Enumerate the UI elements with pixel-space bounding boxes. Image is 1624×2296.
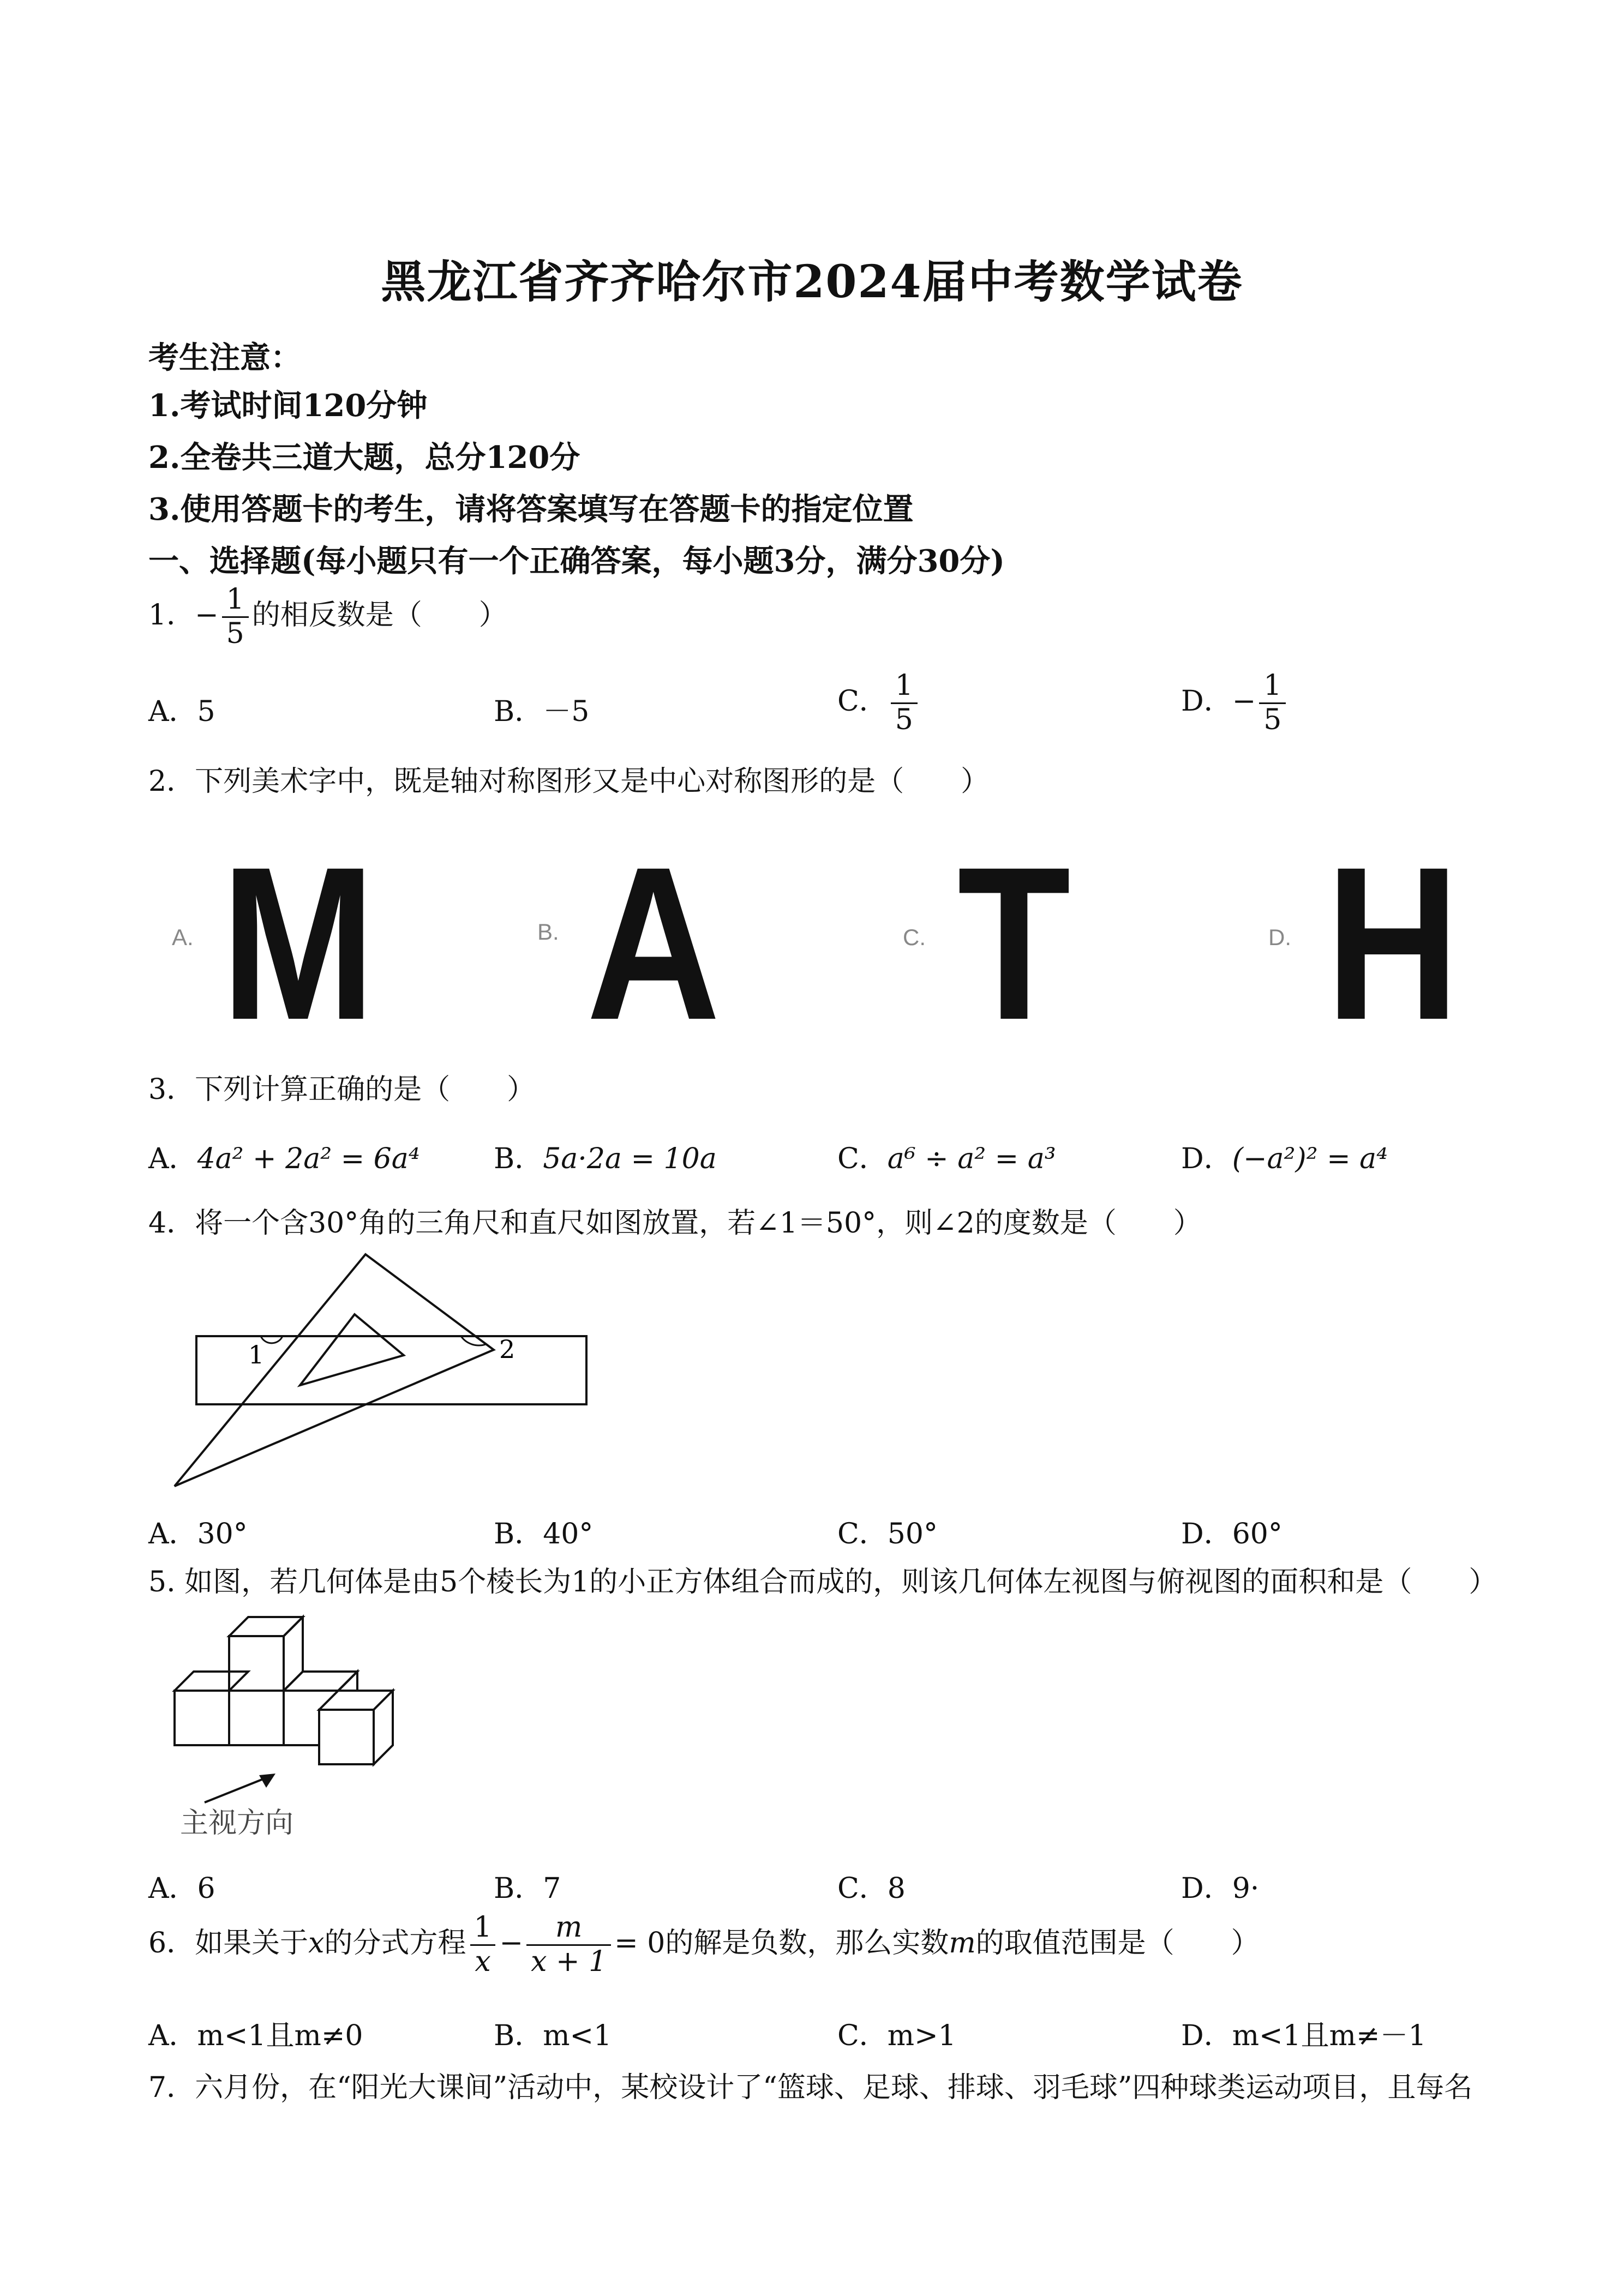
q2-letter-h: H: [1326, 821, 1460, 1065]
q6-text-mid: 的分式方程: [324, 1926, 466, 1960]
q3-a-expr: 4a² + 2a² = 6a⁴: [197, 1143, 420, 1175]
q1-option-a: A．5: [148, 695, 215, 728]
q6-text-before: 6．如果关于: [148, 1926, 309, 1960]
q4-triangle-outer: [175, 1254, 494, 1486]
q2-letter-t: T: [957, 821, 1071, 1065]
q3-b-expr: 5a·2a = 10a: [543, 1143, 717, 1175]
question-4: 4．将一个含30°角的三角尺和直尺如图放置，若∠1＝50°，则∠2的度数是（ ）: [148, 1207, 1202, 1240]
q5-cube-left: [175, 1691, 229, 1745]
q6-minus: −: [499, 1926, 524, 1960]
q1-option-c: [837, 670, 921, 737]
q3-c-expr: a⁶ ÷ a² = a³: [887, 1143, 1056, 1175]
q6-f1-den: x: [470, 1944, 495, 1979]
question-5: 5. 如图，若几何体是由5个棱长为1的小正方体组合而成的，则该几何体左视图与俯视图的面积和是（ ）: [148, 1566, 1497, 1598]
note-3: 3.使用答题卡的考生，请将答案填写在答题卡的指定位置: [148, 491, 914, 527]
q1-fraction: [222, 584, 249, 651]
page-title: 黑龙江省齐齐哈尔市2024届中考数学试卷: [381, 256, 1243, 308]
q5-cube-middle: [229, 1691, 284, 1745]
q2-label-c: C.: [903, 924, 926, 950]
q1-c-num: 1: [895, 669, 913, 702]
q1-d-fraction: [1259, 670, 1286, 737]
q4-triangle-inner: [300, 1314, 404, 1385]
notes-heading: 考生注意：: [148, 340, 301, 376]
q6-fraction-1: [469, 1912, 496, 1979]
q6-option-a: A．m<1且m≠0: [148, 2019, 363, 2052]
q1-frac-num: 1: [226, 583, 244, 616]
q5-option-d: D．9·: [1181, 1872, 1260, 1905]
q6-f1-num: 1: [474, 1911, 492, 1944]
q1-c-den: 5: [891, 702, 918, 737]
q2-label-b: B.: [537, 919, 559, 945]
q1-d-den: 5: [1259, 702, 1286, 737]
q3-d-label: D．: [1181, 1143, 1232, 1175]
q4-label-2: 2: [499, 1335, 516, 1364]
q4-option-b: B．40°: [494, 1518, 594, 1550]
q1-d-minus: −: [1232, 684, 1256, 718]
q2-letter-a: A: [586, 821, 721, 1065]
q5-option-c: C．8: [837, 1872, 906, 1905]
q1-c-fraction: [891, 670, 918, 737]
q3-b-label: B．: [494, 1143, 543, 1175]
q6-text-after-1: 的解是负数，那么实数: [665, 1926, 949, 1960]
q5-cube-front: [319, 1710, 374, 1764]
q3-option-a: [148, 1135, 420, 1176]
q6-f2-num: m: [555, 1911, 583, 1944]
q6-var-m: m: [949, 1926, 976, 1960]
q3-c-label: C．: [837, 1143, 888, 1175]
q6-f2-den: x + 1: [526, 1944, 611, 1979]
q2-label-d: D.: [1268, 924, 1291, 950]
q6-option-d: D．m<1且m≠－1: [1181, 2019, 1427, 2052]
q1-d-num: 1: [1263, 669, 1282, 702]
question-6: [148, 1912, 1260, 1979]
q6-text-after-2: 的取值范围是（ ）: [975, 1926, 1260, 1960]
q3-option-b: [494, 1135, 717, 1176]
q2-letter-m: M: [221, 821, 376, 1065]
question-3: 3．下列计算正确的是（ ）: [148, 1073, 536, 1106]
question-7: 7．六月份，在“阳光大课间”活动中，某校设计了“篮球、足球、排球、羽毛球”四种球类运动项目，且每名: [148, 2071, 1473, 2104]
q5-option-b: B．7: [494, 1872, 561, 1905]
q1-option-d: [1181, 670, 1289, 737]
q3-option-c: [837, 1135, 1056, 1176]
q1-d-label: D．: [1181, 684, 1232, 718]
q5-option-a: A．6: [148, 1872, 215, 1905]
q4-option-a: A．30°: [148, 1518, 248, 1550]
q6-option-b: B．m<1: [494, 2019, 612, 2052]
q4-figure: [164, 1249, 600, 1494]
q1-c-label: C．: [837, 684, 888, 718]
q3-d-expr: (−a²)² = a⁴: [1232, 1143, 1388, 1175]
question-2: 2．下列美术字中，既是轴对称图形又是中心对称图形的是（ ）: [148, 765, 990, 798]
q6-eq: = 0: [614, 1926, 666, 1960]
q6-var-x: x: [308, 1926, 325, 1960]
q5-caption: 主视方向: [180, 1807, 294, 1839]
q5-cube-left-top: [175, 1672, 248, 1691]
note-2: 2.全卷共三道大题，总分120分: [148, 440, 580, 476]
section-heading: 一、选择题(每小题只有一个正确答案，每小题3分，满分30分): [148, 543, 1005, 579]
q6-option-c: C．m>1: [837, 2019, 956, 2052]
q1-text: 的相反数是（ ）: [251, 598, 507, 632]
q1-option-b: B．－5: [494, 695, 590, 728]
q1-frac-den: 5: [222, 616, 249, 651]
question-1: [148, 584, 507, 651]
q1-number: 1．: [148, 598, 195, 632]
q6-fraction-2: [526, 1912, 611, 1979]
q3-option-d: [1181, 1135, 1388, 1176]
q4-option-d: D．60°: [1181, 1518, 1283, 1550]
q1-minus: −: [195, 598, 219, 632]
q2-label-a: A.: [172, 924, 194, 950]
q4-label-1: 1: [248, 1340, 265, 1369]
note-1: 1.考试时间120分钟: [148, 388, 428, 424]
q4-option-c: C．50°: [837, 1518, 938, 1550]
q3-a-label: A．: [148, 1143, 197, 1175]
